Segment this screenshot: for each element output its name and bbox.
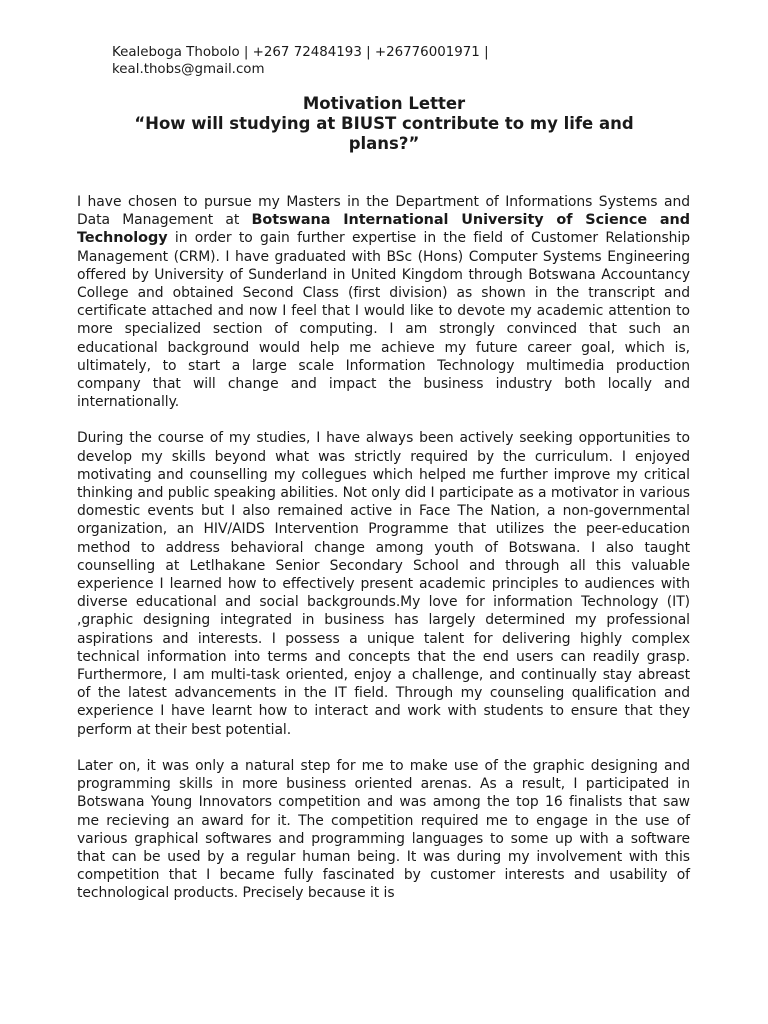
document-title: Motivation Letter bbox=[302, 94, 466, 113]
paragraph-1 bbox=[77, 193, 690, 411]
title-block bbox=[100, 94, 668, 154]
paragraph-1-part-2: in order to gain further expertise in the field of Customer Relationship Management (CRM). I have graduated with BSc (Hons) Computer Systems Engineering offered by University of Sunderland in United Kingdom through Botswana Accountancy College and obtained Second Class (first division) as shown in the transcript and certificate attached and now I feel that I would like to devote my academic attention to more specialized section of computing. I am strongly convinced that such an educational background would help me achieve my future career goal, which is, ultimately, to start a large scale Information Technology multimedia production company that will change and impact the business industry both locally and internationally. bbox=[77, 230, 690, 411]
contact-email: keal.thobs@gmail.com bbox=[112, 62, 265, 77]
paragraph-2: During the course of my studies, I have always been actively seeking opportunities to develop my skills beyond what was strictly required by the curriculum. I enjoyed motivating and counselling my collegues which helped me further improve my critical thinking and public speaking abilities. Not only did I participate as a motivator in various domestic events but I also remained active in Face The Nation, a non-governmental organization, an HIV/AIDS Intervention Programme that utilizes the peer-education method to address behavioral change among youth of Botswana. I also taught counselling at Letlhakane Senior Secondary School and through all this valuable experience I learned how to effectively present academic principles to audiences with diverse educational and social backgrounds.My love for information Technology (IT) ,graphic designing integrated in business has largely determined my professional aspirations and interests. I possess a unique talent for delivering highly complex technical information into terms and concepts that the end users can readily grasp. Furthermore, I am multi-task oriented, enjoy a challenge, and continually stay abreast of the latest advancements in the IT field. Through my counseling qualification and experience I have learnt how to interact and work with students to ensure that they perform at their best potential. bbox=[77, 430, 690, 738]
document-subtitle: “How will studying at BIUST contribute to my life and plans?” bbox=[134, 114, 634, 153]
contact-line: Kealeboga Thobolo | +267 72484193 | +26776001971 | bbox=[112, 45, 489, 60]
contact-header bbox=[112, 44, 672, 78]
letter-body bbox=[77, 193, 690, 921]
paragraph-1-part-1: I have chosen to pursue my Masters in the Department of Informations Systems and Data Management at bbox=[77, 194, 690, 229]
paragraph-3: Later on, it was only a natural step for me to make use of the graphic designing and programming skills in more business oriented arenas. As a result, I participated in Botswana Young Innovators competition and was among the top 16 finalists that saw me recieving an award for it. The competition required me to engage in the use of various graphical softwares and programming languages to some up with a software that can be used by a regular human being. It was during my involvement with this competition that I became fully fascinated by customer interests and usability of technological products. Precisely because it is bbox=[77, 757, 690, 902]
university-name: Botswana International University of Science and Technology bbox=[77, 212, 690, 247]
